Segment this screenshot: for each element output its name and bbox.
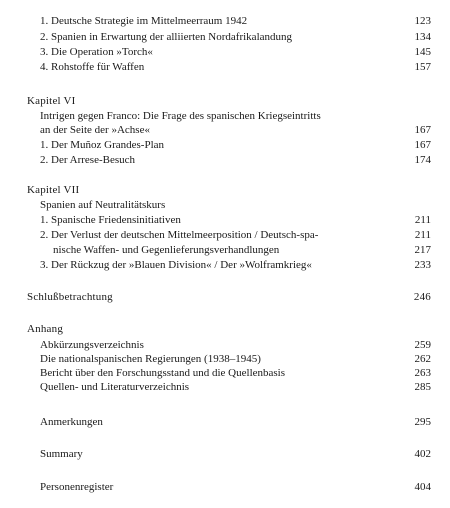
chapter-title: Kapitel VI [27,95,76,107]
toc-entry [0,214,450,227]
toc-entry-label: Quellen- und Literaturverzeichnis [40,381,190,393]
chapter-title: Kapitel VII [27,184,80,196]
toc-entry-label: Bericht über den Forschungsstand und die Quellenbasis [40,367,286,379]
chapter-subtitle [0,110,450,123]
toc-entry-page: 402 [414,448,431,460]
toc-entry-label: 3. Der Rückzug der »Blauen Division« / Der »Wolframkrieg« [40,259,312,271]
toc-entry-page: 246 [413,291,431,303]
toc-entry [0,15,450,28]
toc-entry-label: Anmerkungen [40,416,103,428]
toc-entry-page: 263 [414,367,431,379]
toc-entry-label: 2. Spanien in Erwartung der alliierten Nordafrikalandung [40,31,293,43]
toc-entry [0,416,450,429]
toc-entry-page: 145 [414,46,431,58]
toc-entry-label: Summary [40,448,83,460]
toc-entry [0,229,450,242]
toc-entry [0,154,450,167]
toc-entry-label: 4. Rohstoffe für Waffen [40,61,145,73]
chapter-subtitle [0,199,450,212]
toc-entry-label: 2. Der Verlust der deutschen Mittelmeerposition / Deutsch-spa- [40,229,319,241]
toc-entry [0,61,450,74]
toc-entry-label: 1. Deutsche Strategie im Mittelmeerraum 1942 [40,15,248,27]
chapter-heading [0,323,450,336]
toc-entry-label: 1. Spanische Friedensinitiativen [40,214,181,226]
toc-entry-page: 157 [414,61,431,73]
toc-entry [0,381,450,394]
chapter-heading [0,184,450,197]
toc-entry-page: 167 [414,139,431,151]
toc-entry-page: 134 [414,31,431,43]
toc-entry [0,481,450,494]
toc-entry-page: 217 [414,244,431,256]
toc-entry-label: Abkürzungsverzeichnis [40,339,144,351]
toc-entry-page: 167 [414,124,431,136]
toc-entry [0,353,450,366]
toc-entry [0,259,450,272]
toc-entry [0,367,450,380]
toc-entry [0,139,450,152]
toc-entry [0,339,450,352]
toc-entry-page: 174 [414,154,431,166]
toc-entry-label: Personenregister [40,481,114,493]
toc-entry-page: 404 [414,481,431,493]
toc-entry-label: Die nationalspanischen Regierungen (1938–1945) [40,353,261,365]
chapter-subtitle-line: an der Seite der »Achse« [40,124,150,136]
toc-entry-label: 2. Der Arrese-Besuch [40,154,135,166]
chapter-title: Anhang [27,323,64,335]
toc-entry-label: nische Waffen- und Gegenlieferungsverhandlungen [53,244,280,256]
toc-entry [0,448,450,461]
toc-entry-page: 285 [414,381,431,393]
toc-entry [0,244,450,257]
toc-entry-page: 259 [414,339,431,351]
toc-entry-page: 262 [414,353,431,365]
toc-entry [0,291,450,304]
toc-entry-page: 123 [414,15,431,27]
toc-entry-label: Schlußbetrachtung [27,291,113,303]
toc-entry-label: 1. Der Muñoz Grandes-Plan [40,139,165,151]
chapter-subtitle-line: Intrigen gegen Franco: Die Frage des spanischen Kriegseintritts [40,110,321,122]
toc-entry-page: 295 [414,416,431,428]
chapter-subtitle-line: Spanien auf Neutralitätskurs [40,199,166,211]
toc-entry-page: 233 [414,259,431,271]
toc-entry [0,31,450,44]
chapter-subtitle [0,124,450,137]
toc-entry-page: 211 [414,229,431,241]
toc-entry-page: 211 [414,214,431,226]
chapter-heading [0,95,450,108]
toc-entry [0,46,450,59]
toc-entry-label: 3. Die Operation »Torch« [40,46,153,58]
